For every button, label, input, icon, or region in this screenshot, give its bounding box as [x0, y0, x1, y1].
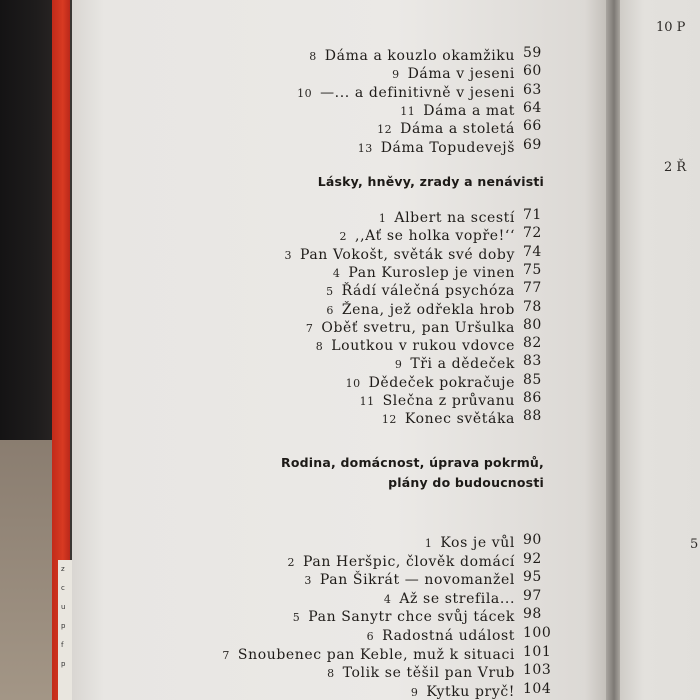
chapter-number: 5 — [292, 611, 301, 625]
cover-strip-letter: c — [61, 584, 65, 592]
chapter-number: 2 — [287, 555, 296, 569]
chapter-title: Kos je vůl — [440, 535, 515, 551]
page-number: 85 — [523, 371, 542, 388]
toc-entry — [379, 207, 515, 226]
page-number: 83 — [523, 353, 542, 370]
chapter-number: 13 — [357, 141, 373, 155]
chapter-number: 4 — [332, 266, 341, 280]
chapter-number: 3 — [304, 574, 312, 588]
page-number: 66 — [523, 118, 542, 135]
chapter-title: —... a definitivně v jeseni — [320, 84, 515, 101]
right-page-line: 10 P — [656, 20, 686, 35]
page-number: 98 — [523, 606, 542, 623]
cover-strip-letter: p — [61, 660, 66, 668]
page-number: 71 — [523, 207, 542, 223]
chapter-number: 9 — [394, 358, 403, 372]
chapter-number: 6 — [366, 630, 375, 643]
section-heading-2-line1: Rodina, domácnost, úprava pokrmů, — [281, 455, 544, 470]
toc-entry — [297, 82, 515, 101]
right-page-line: 5 — [690, 537, 699, 552]
toc-entry — [346, 372, 515, 391]
toc-entry — [326, 280, 515, 299]
chapter-title: Snoubenec pan Keble, muž k situaci — [237, 646, 515, 663]
toc-entry — [293, 606, 515, 625]
right-page-line: 2 Ř — [664, 160, 687, 175]
toc-entry — [367, 625, 515, 644]
chapter-title: Až se strefila... — [399, 590, 515, 607]
toc-entry — [358, 137, 515, 156]
section-heading-2 — [281, 453, 544, 493]
chapter-number: 7 — [305, 321, 314, 335]
page-number: 63 — [523, 81, 542, 98]
toc-entry — [316, 335, 515, 354]
cover-strip-letter: f — [61, 641, 64, 649]
chapter-number: 11 — [359, 395, 375, 408]
chapter-number: 1 — [424, 537, 433, 550]
chapter-title: Dědeček pokračuje — [368, 374, 515, 391]
page-number: 86 — [523, 390, 542, 406]
page-number: 64 — [523, 99, 542, 116]
page-number: 101 — [523, 643, 552, 660]
page-number: 88 — [523, 408, 542, 425]
chapter-title: Pan Šikrát — novomanžel — [319, 572, 515, 589]
chapter-number: 2 — [339, 230, 348, 244]
toc-entry — [411, 681, 515, 700]
chapter-title: Dáma Topudevejš — [380, 139, 515, 156]
toc-entry — [382, 408, 515, 427]
page-number: 74 — [523, 243, 542, 260]
page-number: 75 — [523, 261, 542, 278]
chapter-title: Slečna z průvanu — [382, 393, 515, 409]
toc-entry — [288, 551, 515, 570]
page-number: 92 — [523, 550, 542, 567]
toc-entry — [395, 353, 515, 372]
toc-entry — [392, 63, 515, 82]
toc-entry — [306, 317, 515, 336]
chapter-number: 11 — [400, 104, 416, 118]
chapter-number: 12 — [381, 413, 397, 427]
chapter-title: Kytku pryč! — [426, 683, 515, 700]
chapter-title: Dáma a stoletá — [400, 121, 515, 138]
chapter-title: Tolik se těšil pan Vrub — [342, 665, 515, 682]
page-number: 78 — [523, 298, 542, 315]
chapter-title: Pan Kuroslep je vinen — [348, 264, 515, 281]
page-number: 97 — [523, 587, 542, 604]
chapter-title: Dáma a mat — [423, 102, 515, 119]
toc-entry — [340, 225, 515, 244]
chapter-number: 12 — [377, 123, 393, 137]
toc-entry — [333, 262, 515, 281]
chapter-number: 6 — [326, 303, 334, 317]
toc-entry — [222, 644, 515, 663]
chapter-title: Konec světáka — [404, 411, 515, 428]
page-number: 100 — [523, 625, 552, 641]
page-number: 104 — [523, 680, 552, 697]
toc-entry — [384, 588, 515, 607]
toc-entry — [327, 662, 515, 681]
cover-strip-letter: u — [61, 603, 66, 611]
page-number: 69 — [523, 136, 542, 153]
page-number: 72 — [523, 225, 542, 242]
toc-entry — [309, 45, 515, 64]
chapter-title: Tři a dědeček — [410, 356, 515, 373]
chapter-number: 4 — [383, 592, 392, 606]
chapter-number: 10 — [297, 86, 313, 100]
page-number: 80 — [523, 316, 542, 333]
page-number: 77 — [523, 280, 542, 297]
chapter-number: 5 — [326, 285, 334, 299]
chapter-number: 10 — [345, 376, 361, 390]
page-number: 60 — [523, 63, 542, 80]
chapter-number: 8 — [315, 340, 324, 354]
chapter-number: 3 — [284, 248, 292, 262]
toc-entry — [360, 390, 515, 409]
chapter-title: ,,Ať se holka vopře!‘‘ — [355, 228, 515, 245]
chapter-title: Řádí válečná psychóza — [341, 283, 515, 300]
chapter-number: 9 — [410, 685, 419, 699]
chapter-number: 1 — [378, 212, 387, 225]
chapter-title: Radostná událost — [382, 628, 515, 644]
toc-entry — [304, 569, 515, 588]
chapter-title: Pan Heršpic, člověk domácí — [303, 553, 515, 570]
toc-entry — [400, 100, 515, 119]
page-number: 59 — [523, 45, 542, 61]
chapter-number: 8 — [327, 667, 335, 681]
section-heading-2-line2: plány do budoucnosti — [388, 475, 544, 490]
toc-entry — [377, 118, 515, 137]
toc-entry — [425, 532, 515, 551]
section-heading-1: Lásky, hněvy, zrady a nenávisti — [317, 174, 544, 189]
page-number: 90 — [523, 532, 542, 548]
chapter-title: Dáma a kouzlo okamžiku — [324, 48, 515, 64]
page-number: 103 — [523, 662, 552, 679]
cover-strip-letter: z — [61, 565, 65, 573]
chapter-title: Pan Sanytr chce svůj tácek — [308, 609, 515, 626]
page-number: 95 — [523, 569, 542, 586]
chapter-number: 8 — [309, 50, 317, 63]
toc-entry — [284, 244, 515, 263]
chapter-number: 9 — [392, 68, 400, 82]
page-number: 82 — [523, 335, 542, 352]
chapter-title: Dáma v jeseni — [407, 66, 515, 83]
chapter-title: Albert na scestí — [394, 210, 515, 226]
cover-strip-letter: p — [61, 622, 66, 630]
chapter-title: Oběť svetru, pan Uršulka — [321, 319, 515, 336]
toc-entry — [326, 299, 515, 318]
chapter-title: Loutkou v rukou vdovce — [331, 338, 515, 355]
chapter-number: 7 — [222, 648, 230, 662]
chapter-title: Pan Vokošt, světák své doby — [299, 246, 515, 263]
chapter-title: Žena, jež odřekla hrob — [341, 301, 515, 318]
